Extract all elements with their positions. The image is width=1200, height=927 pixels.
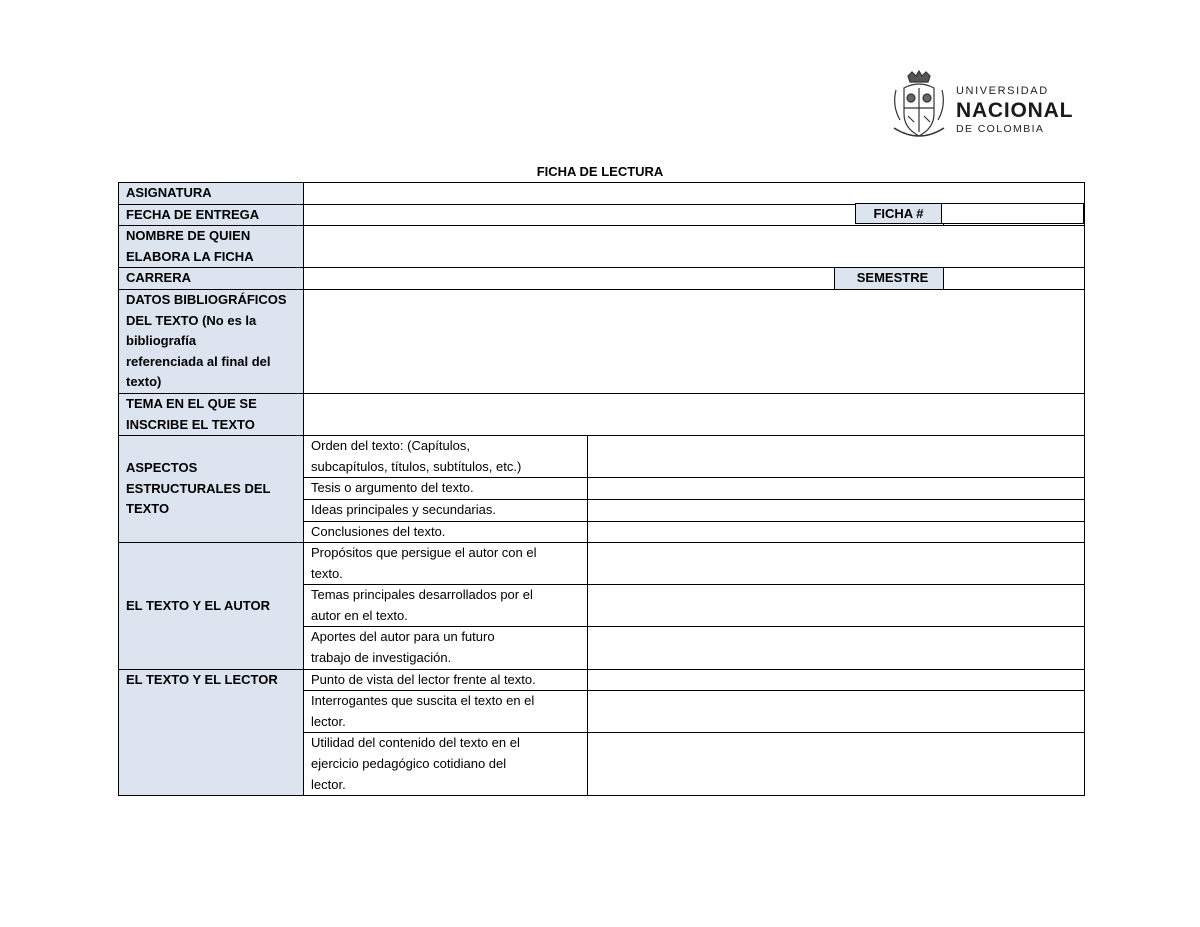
question-temas-l2: autor en el texto. [311, 607, 408, 623]
label-aspectos-l3: TEXTO [126, 501, 170, 517]
question-interrogantes [304, 691, 588, 733]
answer-propositos[interactable] [588, 543, 1085, 585]
answer-interrogantes[interactable] [588, 691, 1085, 733]
question-temas [304, 585, 588, 627]
university-seal-icon [890, 70, 948, 144]
ficha-number-box [855, 203, 942, 224]
question-punto-vista: Punto de vista del lector frente al texto. [304, 669, 588, 691]
question-propositos-l2: texto. [311, 565, 343, 581]
question-utilidad-l1: Utilidad del contenido del texto en el [311, 735, 520, 751]
field-semestre[interactable] [944, 268, 1085, 290]
answer-orden[interactable] [588, 436, 1085, 478]
label-autor: EL TEXTO Y EL AUTOR [119, 543, 304, 670]
question-orden-l2: subcapítulos, títulos, subtítulos, etc.) [311, 458, 522, 474]
label-nombre [119, 226, 304, 268]
row-asignatura [119, 183, 1085, 205]
row-lector-q1 [119, 669, 1085, 691]
label-lector: EL TEXTO Y EL LECTOR [119, 669, 304, 796]
row-tema [119, 393, 1085, 435]
university-name [956, 86, 1073, 135]
question-aportes-l1: Aportes del autor para un futuro [311, 629, 495, 645]
question-interrogantes-l1: Interrogantes que suscita el texto en el [311, 693, 535, 709]
label-fecha-entrega: FECHA DE ENTREGA [119, 204, 304, 226]
row-autor-q1 [119, 543, 1085, 585]
logo-line-1: UNIVERSIDAD [956, 85, 1049, 97]
question-utilidad-l2: ejercicio pedagógico cotidiano del [311, 756, 507, 772]
label-semestre: SEMESTRE [835, 268, 944, 290]
document-title: FICHA DE LECTURA [536, 164, 664, 179]
label-tema [119, 393, 304, 435]
answer-aportes[interactable] [588, 627, 1085, 669]
row-carrera [119, 268, 1085, 290]
question-utilidad [304, 733, 588, 796]
question-orden-l1: Orden del texto: (Capítulos, [311, 438, 470, 454]
question-utilidad-l3: lector. [311, 776, 346, 792]
label-aspectos-l1: ASPECTOS [126, 460, 198, 476]
label-datos-l4: referenciada al final del [126, 353, 271, 369]
question-aportes [304, 627, 588, 669]
question-propositos [304, 543, 588, 585]
label-tema-l2: INSCRIBE EL TEXTO [126, 416, 255, 432]
label-asignatura: ASIGNATURA [119, 183, 304, 205]
label-datos-l5: texto) [126, 374, 162, 390]
answer-utilidad[interactable] [588, 733, 1085, 796]
answer-conclusiones[interactable] [588, 521, 1085, 543]
field-asignatura[interactable] [304, 183, 1085, 205]
label-tema-l1: TEMA EN EL QUE SE [126, 395, 257, 411]
label-nombre-l2: ELABORA LA FICHA [126, 248, 254, 264]
field-fecha-entrega[interactable] [304, 204, 944, 226]
question-interrogantes-l2: lector. [311, 713, 346, 729]
row-datos-bibliograficos [119, 289, 1085, 393]
logo-line-2: NACIONAL [956, 99, 1074, 122]
field-nombre[interactable] [304, 226, 1085, 268]
answer-punto-vista[interactable] [588, 669, 1085, 691]
university-logo [888, 70, 1074, 146]
label-aspectos-l2: ESTRUCTURALES DEL [126, 480, 271, 496]
question-conclusiones: Conclusiones del texto. [304, 521, 588, 543]
label-datos-l3: bibliografía [126, 333, 197, 349]
answer-ideas[interactable] [588, 499, 1085, 521]
label-nombre-l1: NOMBRE DE QUIEN [126, 228, 251, 244]
field-carrera[interactable] [304, 268, 835, 290]
label-aspectos [119, 436, 304, 543]
row-aspectos-q1 [119, 436, 1085, 478]
question-aportes-l2: trabajo de investigación. [311, 650, 452, 666]
answer-temas[interactable] [588, 585, 1085, 627]
question-propositos-l1: Propósitos que persigue el autor con el [311, 545, 537, 561]
field-tema[interactable] [304, 393, 1085, 435]
field-datos-bibliograficos[interactable] [304, 289, 1085, 393]
label-datos-l2: DEL TEXTO (No es la [126, 312, 257, 328]
reading-form-table [118, 182, 1085, 796]
label-datos-l1: DATOS BIBLIOGRÁFICOS [126, 291, 287, 307]
question-orden [304, 436, 588, 478]
question-temas-l1: Temas principales desarrollados por el [311, 587, 533, 603]
answer-tesis[interactable] [588, 478, 1085, 500]
question-tesis: Tesis o argumento del texto. [304, 478, 588, 500]
row-nombre [119, 226, 1085, 268]
field-ficha-number[interactable] [941, 203, 1084, 224]
question-ideas: Ideas principales y secundarias. [304, 499, 588, 521]
label-carrera: CARRERA [119, 268, 304, 290]
logo-line-3: DE COLOMBIA [956, 123, 1045, 135]
label-ficha-number-visible: FICHA # [873, 206, 924, 221]
label-datos-bibliograficos [119, 289, 304, 393]
